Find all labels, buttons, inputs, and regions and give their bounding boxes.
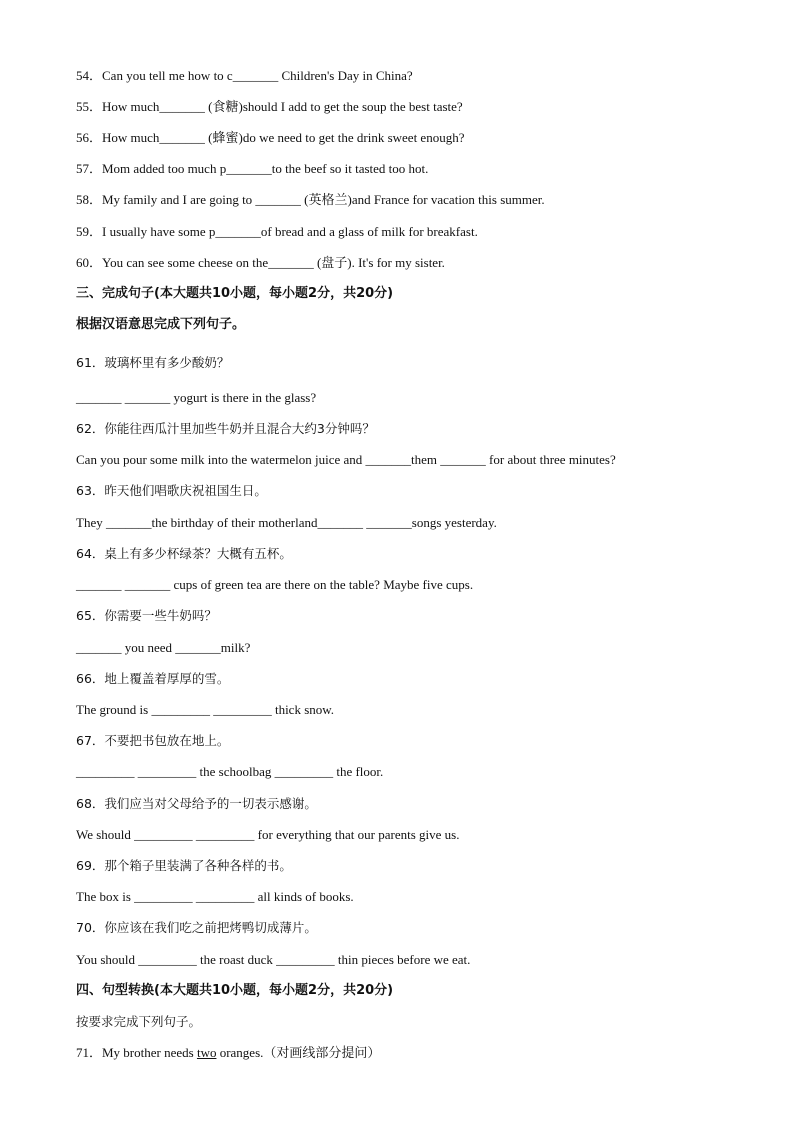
question-61-en: _______ _______ yogurt is there in the glass? — [76, 390, 317, 405]
question-69-en: The box is _________ _________ all kinds of books. — [76, 889, 354, 904]
question-68-zh: 68．我们应当对父母给予的一切表示感谢。 — [76, 796, 317, 811]
question-65-en: _______ you need _______milk? — [76, 640, 251, 655]
section-4-title: 四、句型转换(本大题共10小题，每小题2分，共20分) — [76, 983, 394, 998]
question-70-zh: 70．你应该在我们吃之前把烤鸭切成薄片。 — [76, 920, 317, 935]
question-54: 54．Can you tell me how to c_______ Children's Day in China? — [76, 68, 413, 83]
question-71 — [76, 1045, 380, 1061]
question-70-en: You should _________ the roast duck _________ thin pieces before we eat. — [76, 952, 471, 967]
question-59: 59．I usually have some p_______of bread and a glass of milk for breakfast. — [76, 224, 478, 239]
question-62-en: Can you pour some milk into the watermelon juice and _______them _______ for about three minutes? — [76, 452, 616, 467]
question-57: 57．Mom added too much p_______to the beef so it tasted too hot. — [76, 161, 429, 176]
question-65-zh: 65．你需要一些牛奶吗？ — [76, 608, 217, 623]
question-56: 56．How much_______ (蜂蜜)do we need to get the drink sweet enough? — [76, 130, 465, 145]
question-71-pre: 71．My brother needs — [76, 1045, 197, 1060]
question-62-zh: 62．你能往西瓜汁里加些牛奶并且混合大约3分钟吗？ — [76, 421, 375, 436]
question-67-zh: 67．不要把书包放在地上。 — [76, 733, 230, 748]
question-60: 60．You can see some cheese on the_______ (盘子). It's for my sister. — [76, 255, 445, 270]
question-66-en: The ground is _________ _________ thick snow. — [76, 702, 335, 717]
question-64-zh: 64．桌上有多少杯绿茶？大概有五杯。 — [76, 546, 292, 561]
question-64-en: _______ _______ cups of green tea are there on the table? Maybe five cups. — [76, 577, 474, 592]
question-63-en: They _______the birthday of their motherland_______ _______songs yesterday. — [76, 515, 497, 530]
section-4-instruction: 按要求完成下列句子。 — [76, 1014, 202, 1029]
question-63-zh: 63．昨天他们唱歌庆祝祖国生日。 — [76, 483, 267, 498]
question-69-zh: 69．那个箱子里装满了各种各样的书。 — [76, 858, 292, 873]
section-3-title: 三、完成句子(本大题共10小题，每小题2分，共20分) — [76, 286, 394, 301]
question-71-underlined: two — [196, 1045, 217, 1060]
question-71-post: oranges.（对画线部分提问） — [216, 1045, 381, 1060]
question-68-en: We should _________ _________ for everything that our parents give us. — [76, 827, 460, 842]
section-3-instruction: 根据汉语意思完成下列句子。 — [76, 317, 246, 332]
question-66-zh: 66．地上覆盖着厚厚的雪。 — [76, 671, 230, 686]
question-55: 55．How much_______ (食糖)should I add to get the soup the best taste? — [76, 99, 463, 114]
question-61-zh: 61．玻璃杯里有多少酸奶？ — [76, 355, 230, 370]
question-58: 58．My family and I are going to _______ (英格兰)and France for vacation this summer. — [76, 192, 545, 207]
question-67-en: _________ _________ the schoolbag _________ the floor. — [76, 764, 384, 779]
